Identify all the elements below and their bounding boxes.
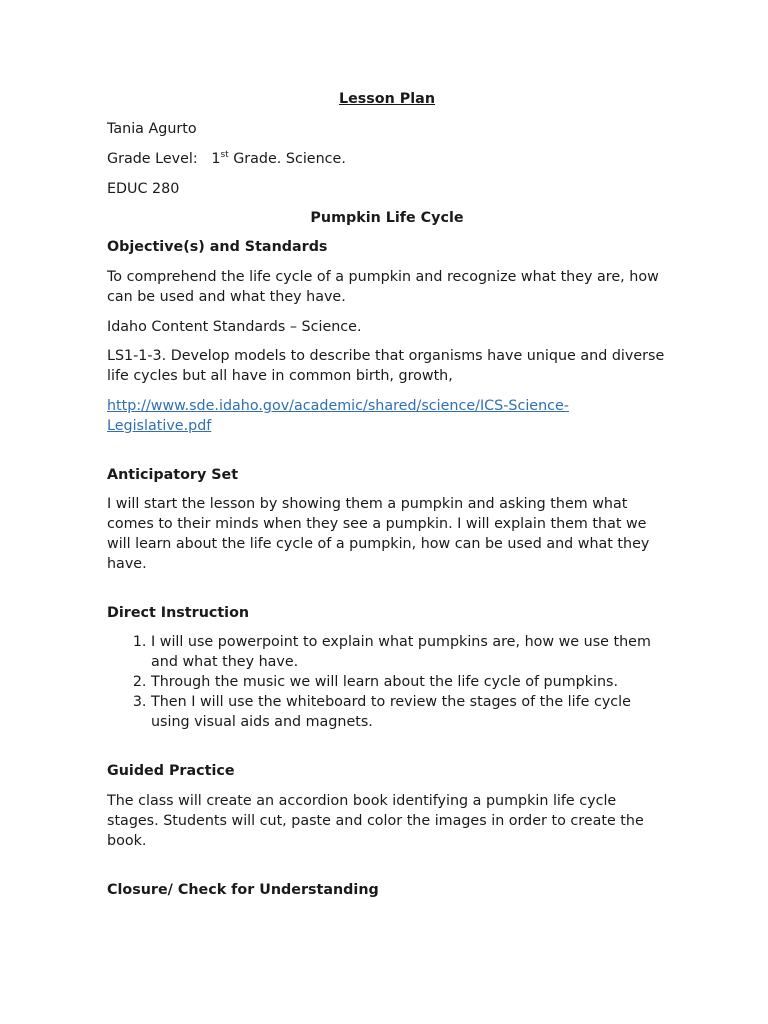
- guided-practice-heading: Guided Practice: [107, 763, 235, 780]
- standards-paragraph: Idaho Content Standards – Science.: [107, 318, 362, 335]
- author-name: Tania Agurto: [107, 121, 197, 137]
- anticipatory-paragraph: I will start the lesson by showing them a pumpkin and asking them what comes to their minds when they see a pumpkin. I will explain them that we will learn about the life cycle of a pumpkin, how can be used and what they have.: [107, 496, 650, 572]
- anticipatory-heading: Anticipatory Set: [107, 466, 239, 483]
- document-title: Lesson Plan: [338, 91, 435, 107]
- grade-number: 1: [211, 150, 221, 167]
- list-item: 1. I will use powerpoint to explain what pumpkins are, how we use them and what they have.: [151, 633, 667, 673]
- ls-standard-paragraph: LS1-1-3. Develop models to describe that organisms have unique and diverse life cycles but all have in common birth, growth,: [107, 348, 665, 385]
- direct-instruction-list: [107, 633, 667, 732]
- list-item: 3. Then I will use the whiteboard to review the stages of the life cycle using visual aids and magnets.: [151, 693, 667, 733]
- grade-suffix: st: [220, 149, 229, 160]
- course-code: EDUC 280: [107, 180, 180, 197]
- grade-level: [107, 150, 667, 170]
- document-page: [107, 90, 667, 910]
- objectives-paragraph: To comprehend the life cycle of a pumpkin and recognize what they are, how can be used and what they have.: [107, 268, 659, 305]
- grade-label: Grade Level:: [107, 150, 198, 167]
- objectives-heading: Objective(s) and Standards: [107, 239, 328, 256]
- guided-practice-paragraph: The class will create an accordion book identifying a pumpkin life cycle stages. Students will cut, paste and color the images in order to create the book.: [107, 793, 644, 849]
- list-item: 2. Through the music we will learn about the life cycle of pumpkins.: [151, 673, 667, 693]
- lesson-topic: Pumpkin Life Cycle: [310, 210, 464, 227]
- grade-rest: Grade. Science.: [228, 150, 346, 167]
- standards-link[interactable]: http://www.sde.idaho.gov/academic/shared/science/ICS-Science-Legislative.pdf: [107, 397, 569, 434]
- closure-heading: Closure/ Check for Understanding: [107, 881, 379, 898]
- direct-instruction-heading: Direct Instruction: [107, 604, 250, 621]
